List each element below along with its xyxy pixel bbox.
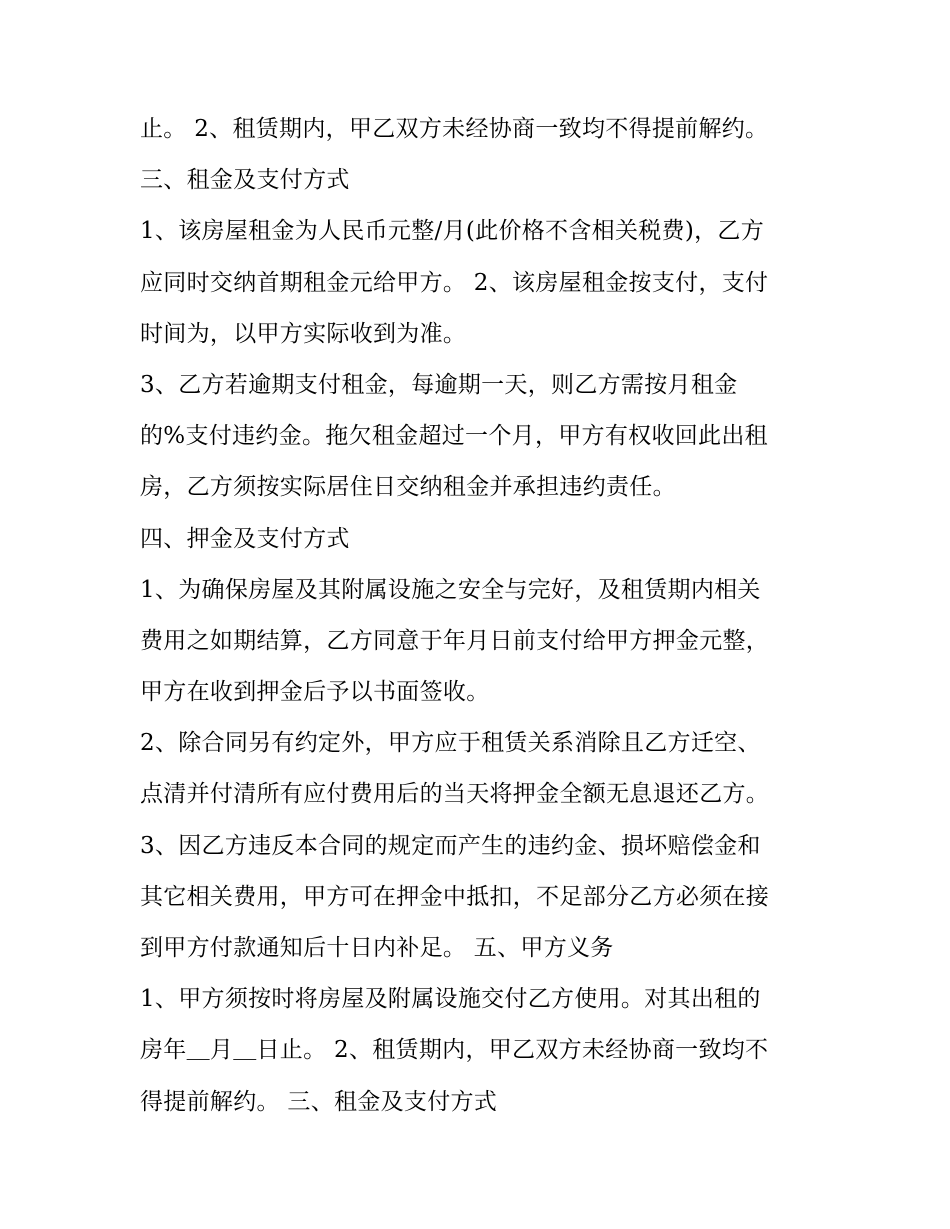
text-line: 时间为，以甲方实际收到为准。 [140, 320, 467, 347]
text-line: 的%支付违约金。拖欠租金超过一个月，甲方有权收回此出租 [140, 423, 768, 450]
text-line: 到甲方付款通知后十日内补足。 五、甲方义务 [140, 935, 614, 961]
text-line: 得提前解约。 三、租金及支付方式 [140, 1088, 498, 1115]
text-line: 1、该房屋租金为人民币元整/月(此价格不含相关税费)，乙方 [140, 218, 765, 245]
text-line: 应同时交纳首期租金元给甲方。 2、该房屋租金按支付，支付 [140, 269, 769, 296]
text-line: 1、甲方须按时将房屋及附属设施交付乙方使用。对其出租的 [140, 986, 761, 1013]
text-line: 费用之如期结算，乙方同意于年月日前支付给甲方押金元整， [140, 627, 770, 654]
text-line: 3、乙方若逾期支付租金，每逾期一天，则乙方需按月租金 [140, 371, 738, 398]
document-body [140, 104, 820, 1128]
section-heading: 三、租金及支付方式 [140, 167, 350, 194]
section-heading: 四、押金及支付方式 [140, 525, 350, 552]
text-line: 房年＿月＿日止。 2、租赁期内，甲乙双方未经协商一致均不 [140, 1037, 769, 1064]
text-line: 甲方在收到押金后予以书面签收。 [140, 679, 490, 706]
text-line: 1、为确保房屋及其附属设施之安全与完好，及租赁期内相关 [140, 576, 761, 603]
text-line: 2、除合同另有约定外，甲方应于租赁关系消除且乙方迁空、 [140, 730, 761, 757]
text-line: 点清并付清所有应付费用后的当天将押金全额无息退还乙方。 [140, 781, 770, 808]
text-line: 房，乙方须按实际居住日交纳租金并承担违约责任。 [140, 474, 676, 501]
text-line: 止。 2、租赁期内，甲乙双方未经协商一致均不得提前解约。 [140, 116, 769, 142]
text-line: 3、因乙方违反本合同的规定而产生的违约金、损坏赔偿金和 [140, 832, 761, 859]
text-line: 其它相关费用，甲方可在押金中抵扣，不足部分乙方必须在接 [140, 883, 770, 910]
